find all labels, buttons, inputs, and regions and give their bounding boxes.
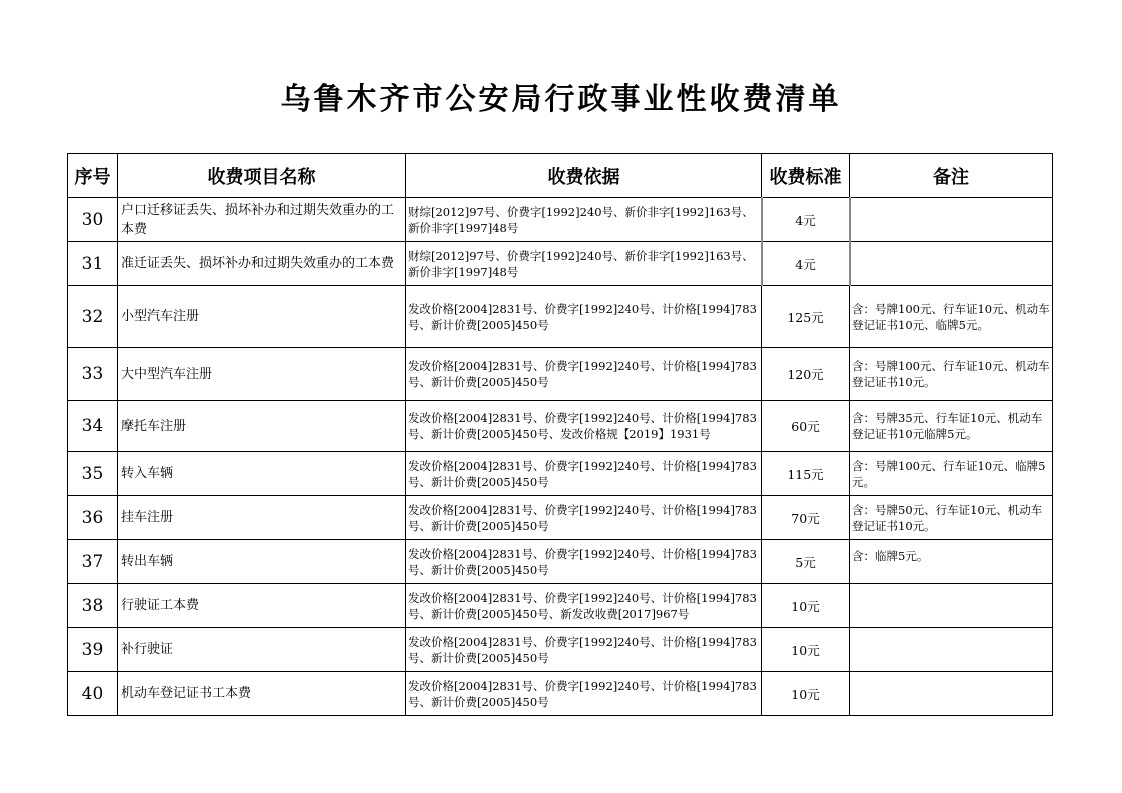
row-index: 39 [68,628,118,672]
row-item-name: 小型汽车注册 [118,286,406,348]
row-index: 37 [68,540,118,584]
row-basis: 发改价格[2004]2831号、价费字[1992]240号、计价格[1994]783号、新计价费[2005]450号 [406,286,762,348]
table-row [68,242,1053,286]
row-standard: 60元 [762,401,850,452]
row-standard: 10元 [762,672,850,716]
row-item-name: 转入车辆 [118,452,406,496]
table-row [68,628,1053,672]
row-note: 含：号牌100元、行车证10元、临牌5元。 [850,452,1053,496]
row-note [850,628,1053,672]
row-item-name: 挂车注册 [118,496,406,540]
header-item-name: 收费项目名称 [118,154,406,198]
row-item-name: 准迁证丢失、损坏补办和过期失效重办的工本费 [118,242,406,286]
row-note: 含：临牌5元。 [850,540,1053,584]
table-row [68,401,1053,452]
table-row [68,286,1053,348]
row-basis: 发改价格[2004]2831号、价费字[1992]240号、计价格[1994]783号、新计价费[2005]450号 [406,348,762,401]
row-standard: 10元 [762,628,850,672]
row-basis: 发改价格[2004]2831号、价费字[1992]240号、计价格[1994]783号、新计价费[2005]450号 [406,452,762,496]
row-basis: 发改价格[2004]2831号、价费字[1992]240号、计价格[1994]783号、新计价费[2005]450号 [406,540,762,584]
header-note: 备注 [850,154,1053,198]
table-row [68,584,1053,628]
row-basis-text: 发改价格[2004]2831号、价费字[1992]240号、计价格[1994]783号、新计价费[2005]450号、新发改收费[2017]967号 [408,590,757,621]
row-index: 32 [68,286,118,348]
row-basis: 发改价格[2004]2831号、价费字[1992]240号、计价格[1994]783号、新计价费[2005]450号、发改价格规【2019】1931号 [406,401,762,452]
table-header-row [68,154,1053,198]
row-note [850,584,1053,628]
row-standard: 5元 [762,540,850,584]
header-index: 序号 [68,154,118,198]
fee-table [67,153,1053,716]
page-title: 乌鲁木齐市公安局行政事业性收费清单 [280,82,842,117]
row-note [850,672,1053,716]
row-item-name: 机动车登记证书工本费 [118,672,406,716]
row-item-name: 户口迁移证丢失、损坏补办和过期失效重办的工本费 [118,198,406,242]
row-note [850,198,1053,242]
table-row [68,672,1053,716]
row-index: 36 [68,496,118,540]
row-standard: 10元 [762,584,850,628]
row-basis: 财综[2012]97号、价费字[1992]240号、新价非字[1992]163号、新价非字[1997]48号 [406,242,762,286]
row-index: 30 [68,198,118,242]
table-row [68,348,1053,401]
row-item-name: 大中型汽车注册 [118,348,406,401]
row-index: 31 [68,242,118,286]
row-index: 34 [68,401,118,452]
row-item-name: 行驶证工本费 [118,584,406,628]
row-index: 40 [68,672,118,716]
header-basis: 收费依据 [406,154,762,198]
row-index: 35 [68,452,118,496]
table-row [68,496,1053,540]
row-basis: 发改价格[2004]2831号、价费字[1992]240号、计价格[1994]783号、新计价费[2005]450号 [406,628,762,672]
row-note [850,242,1053,286]
row-standard: 115元 [762,452,850,496]
row-note: 含：号牌35元、行车证10元、机动车登记证书10元临牌5元。 [850,401,1053,452]
table-row [68,198,1053,242]
row-note: 含：号牌100元、行车证10元、机动车登记证书10元、临牌5元。 [850,286,1053,348]
row-standard: 120元 [762,348,850,401]
row-index: 33 [68,348,118,401]
row-basis: 发改价格[2004]2831号、价费字[1992]240号、计价格[1994]783号、新计价费[2005]450号 [406,496,762,540]
row-standard: 70元 [762,496,850,540]
row-basis [406,584,762,628]
row-basis: 财综[2012]97号、价费字[1992]240号、新价非字[1992]163号、新价非字[1997]48号 [406,198,762,242]
row-basis: 发改价格[2004]2831号、价费字[1992]240号、计价格[1994]783号、新计价费[2005]450号 [406,672,762,716]
row-note: 含：号牌100元、行车证10元、机动车登记证书10元。 [850,348,1053,401]
table-row [68,452,1053,496]
row-standard: 4元 [762,242,850,286]
row-item-name: 补行驶证 [118,628,406,672]
row-item-name: 摩托车注册 [118,401,406,452]
row-standard: 4元 [762,198,850,242]
row-index: 38 [68,584,118,628]
row-standard: 125元 [762,286,850,348]
row-note: 含：号牌50元、行车证10元、机动车登记证书10元。 [850,496,1053,540]
table-row [68,540,1053,584]
row-item-name: 转出车辆 [118,540,406,584]
header-standard: 收费标准 [762,154,850,198]
